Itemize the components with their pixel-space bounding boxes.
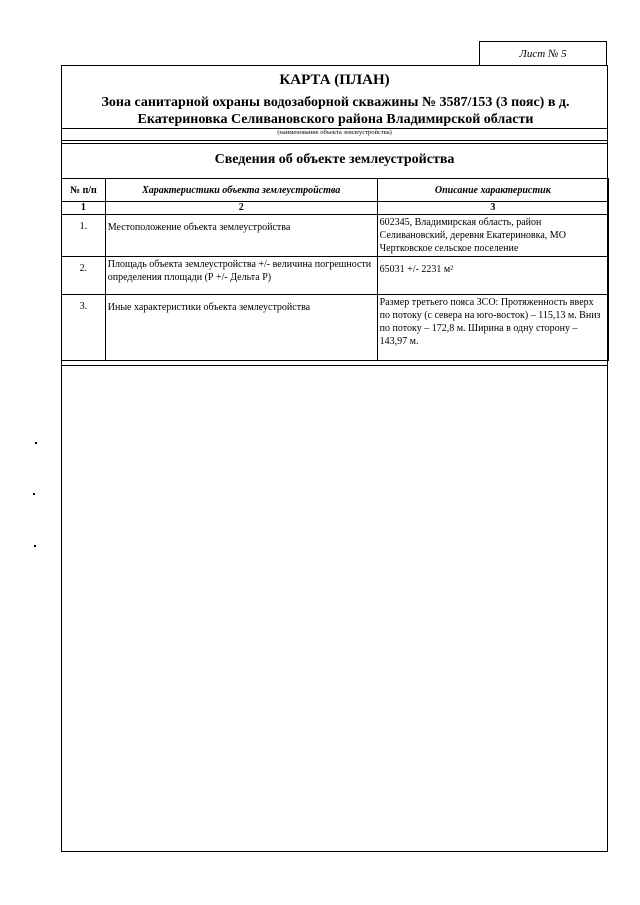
table-header-row bbox=[62, 179, 609, 202]
double-separator bbox=[62, 140, 607, 144]
row-num: 2. bbox=[62, 257, 106, 295]
row-characteristic bbox=[105, 295, 377, 361]
row-characteristic bbox=[105, 215, 377, 257]
info-table bbox=[61, 178, 609, 361]
margin-mark bbox=[33, 493, 35, 495]
header-characteristic: Характеристики объекта землеустройства bbox=[105, 179, 377, 202]
row-characteristic: Площадь объекта землеустройства +/- величина погрешности определения площади (Р +/- Дельта Р) bbox=[105, 257, 377, 295]
subtitle-line-1: Зона санитарной охраны водозаборной скважины № 3587/153 (3 пояс) в д. bbox=[101, 95, 570, 110]
table-row bbox=[62, 295, 609, 361]
row-description bbox=[377, 257, 608, 295]
row-num: 1. bbox=[62, 215, 106, 257]
row-description: Размер третьего пояса ЗСО: Протяженность вверх по потоку (с севера на юго-восток) – 115,13 м. Вниз по потоку – 172,8 м. Ширина в одну сторону – 143,97 м. bbox=[377, 295, 608, 361]
table-index-row bbox=[62, 202, 609, 215]
document-header bbox=[62, 66, 607, 146]
document-frame bbox=[61, 65, 608, 852]
document-subtitle bbox=[72, 94, 599, 128]
row-characteristic-text: Местоположение объекта землеустройства bbox=[107, 222, 291, 233]
row-characteristic-text: Иные характеристики объекта землеустройства bbox=[107, 302, 311, 313]
table-bottom-rule bbox=[62, 365, 607, 366]
header-num: № п/п bbox=[62, 179, 106, 202]
table-row bbox=[62, 257, 609, 295]
index-cell: 1 bbox=[62, 202, 106, 215]
header-description: Описание характеристик bbox=[377, 179, 608, 202]
index-cell: 2 bbox=[105, 202, 377, 215]
row-description-text: 65031 +/- 2231 м² bbox=[379, 264, 454, 275]
index-cell: 3 bbox=[377, 202, 608, 215]
table-row bbox=[62, 215, 609, 257]
margin-mark bbox=[34, 545, 36, 547]
document-title: КАРТА (ПЛАН) bbox=[279, 72, 390, 88]
subtitle-line-2: Екатериновка Селивановского района Владимирской области bbox=[137, 112, 534, 127]
sheet-number-box bbox=[479, 41, 607, 66]
subtitle-caption: (наименование объекта землеустройства) bbox=[277, 129, 392, 136]
sheet-number: Лист № 5 bbox=[519, 47, 567, 60]
row-description: 602345, Владимирская область, район Селивановский, деревня Екатериновка, МО Чертковское сельское поселение bbox=[377, 215, 608, 257]
row-num: 3. bbox=[62, 295, 106, 361]
margin-mark bbox=[35, 442, 37, 444]
section-title: Сведения об объекте землеустройства bbox=[214, 152, 455, 167]
